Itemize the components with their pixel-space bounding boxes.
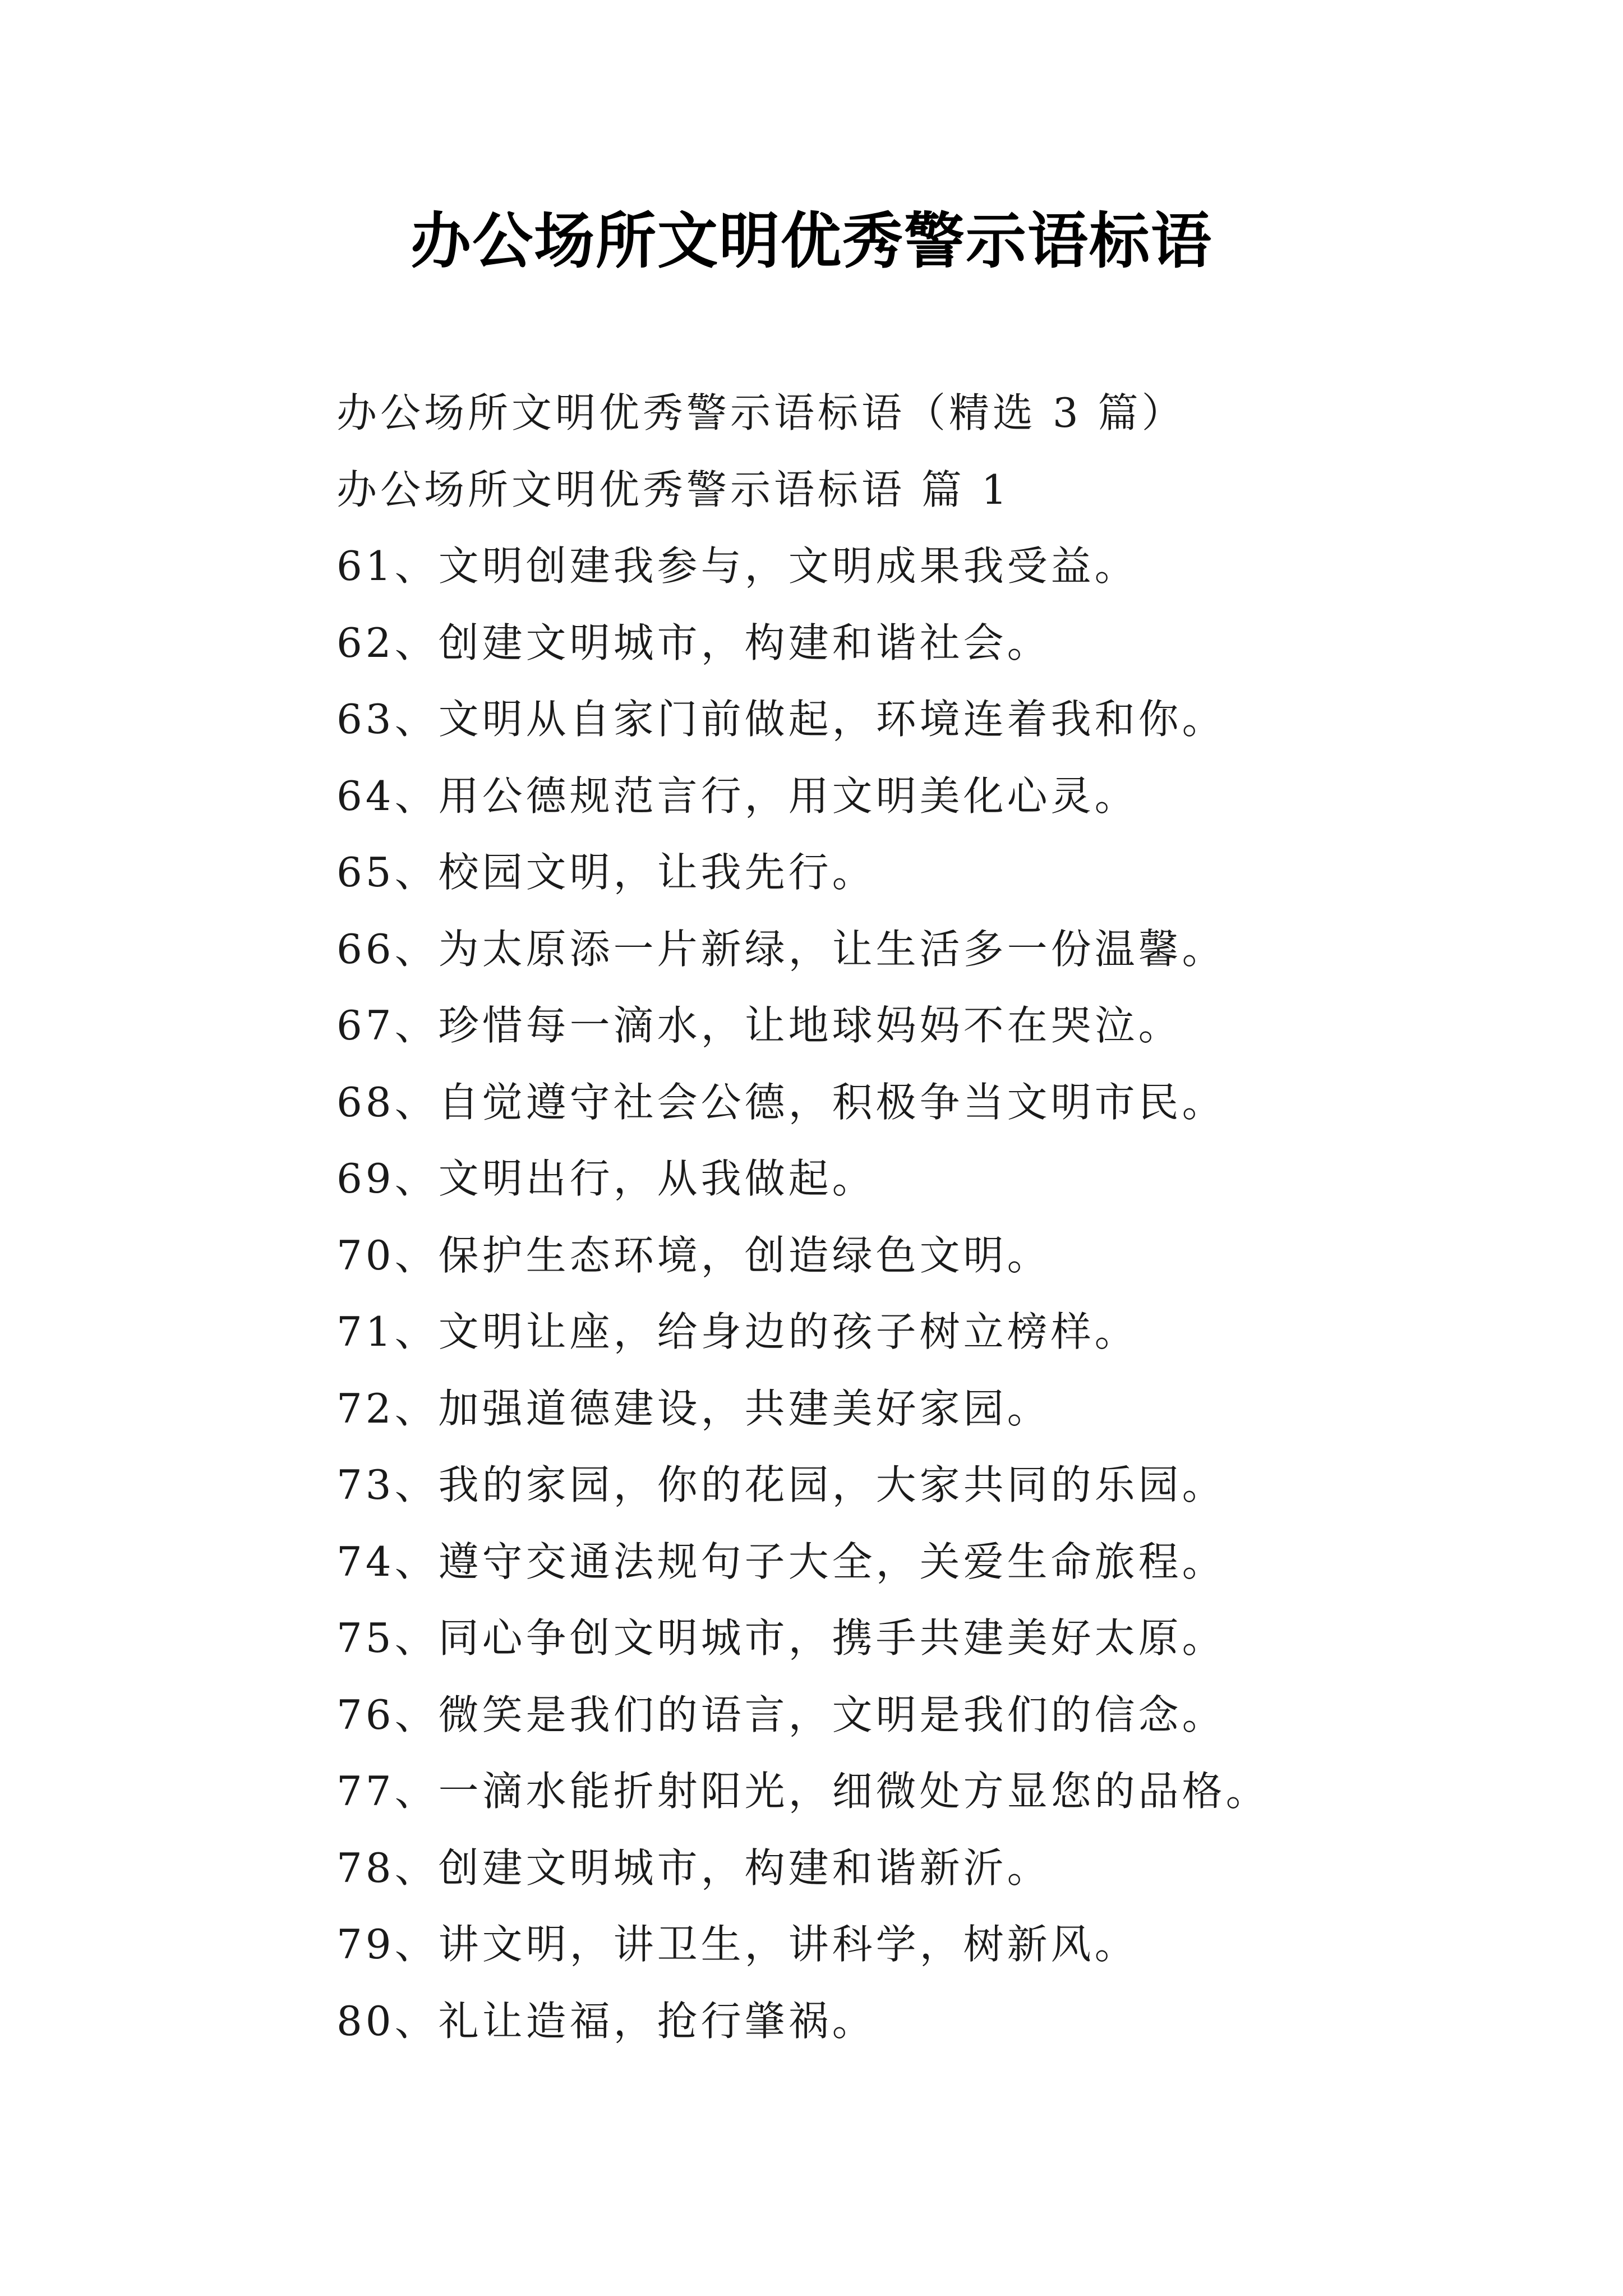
- section-heading: 办公场所文明优秀警示语标语 篇 1: [336, 466, 1011, 513]
- slogan-item: 64、用公德规范言行，用文明美化心灵。: [336, 772, 1138, 820]
- slogan-item: 71、文明让座，给身边的孩子树立榜样。: [336, 1308, 1138, 1355]
- slogan-item: 74、遵守交通法规句子大全，关爱生命旅程。: [336, 1538, 1226, 1585]
- slogan-item: 65、校园文明，让我先行。: [336, 849, 876, 896]
- slogan-item: 80、礼让造福，抢行肇祸。: [336, 1997, 876, 2045]
- slogan-item: 70、保护生态环境，创造绿色文明。: [336, 1231, 1051, 1279]
- slogan-item: 75、同心争创文明城市，携手共建美好太原。: [336, 1614, 1226, 1662]
- document-subtitle: 办公场所文明优秀警示语标语（精选 3 篇）: [336, 389, 1186, 436]
- slogan-item: 77、一滴水能折射阳光，细微处方显您的品格。: [336, 1768, 1270, 1815]
- slogan-item: 76、微笑是我们的语言，文明是我们的信念。: [336, 1691, 1226, 1738]
- slogan-item: 67、珍惜每一滴水，让地球妈妈不在哭泣。: [336, 1002, 1182, 1049]
- document-title: 办公场所文明优秀警示语标语: [410, 206, 1212, 277]
- slogan-item: 79、讲文明，讲卫生，讲科学，树新风。: [336, 1921, 1138, 1968]
- slogan-item: 69、文明出行，从我做起。: [336, 1155, 876, 1202]
- slogan-item: 62、创建文明城市，构建和谐社会。: [336, 619, 1051, 666]
- slogan-item: 63、文明从自家门前做起，环境连着我和你。: [336, 696, 1226, 743]
- slogan-item: 72、加强道德建设，共建美好家园。: [336, 1384, 1051, 1432]
- document-body: [336, 375, 1514, 2059]
- slogan-item: 68、自觉遵守社会公德，积极争当文明市民。: [336, 1078, 1226, 1126]
- slogan-item: 78、创建文明城市，构建和谐新沂。: [336, 1844, 1051, 1892]
- slogan-item: 66、为太原添一片新绿，让生活多一份温馨。: [336, 925, 1226, 973]
- slogan-item: 73、我的家园，你的花园，大家共同的乐园。: [336, 1461, 1226, 1508]
- slogan-item: 61、文明创建我参与，文明成果我受益。: [336, 542, 1138, 590]
